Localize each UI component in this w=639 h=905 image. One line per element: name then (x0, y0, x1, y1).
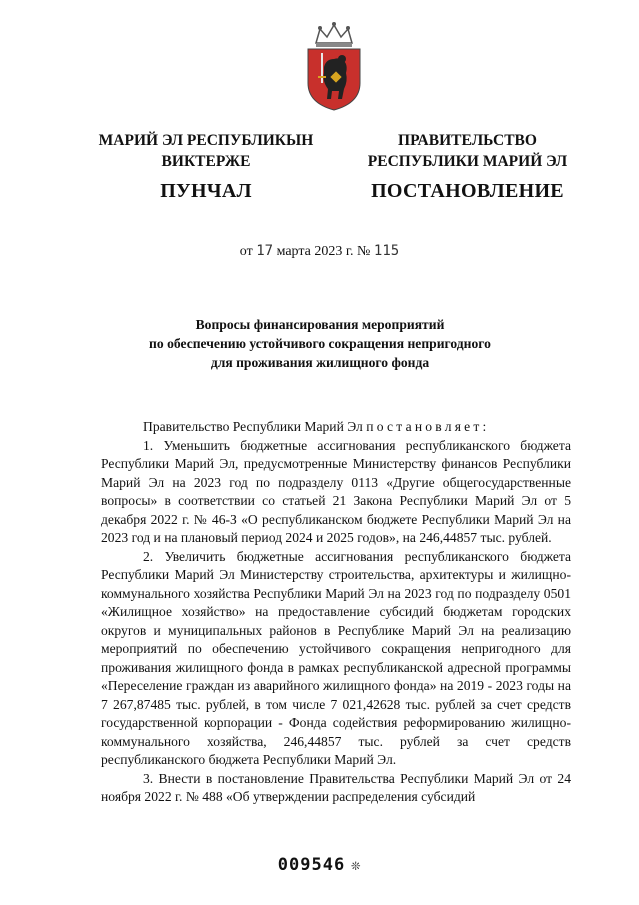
header-left-line2: ВИКТЕРЖЕ (161, 153, 251, 170)
title-line2: по обеспечению устойчивого сокращения непригодного (149, 336, 491, 351)
header-mari-title (86, 130, 326, 204)
serial-mark-icon: ❊ (351, 856, 362, 874)
date-month-year: марта 2023 г. № (276, 244, 371, 259)
paragraph-3: 3. Внести в постановление Правительства Республики Марий Эл от 24 ноября 2022 г. № 488 «Об утверждении распределения субсидий (101, 770, 571, 804)
header-right-line1: ПРАВИТЕЛЬСТВО (398, 132, 537, 149)
title-line1: Вопросы финансирования мероприятий (195, 317, 445, 332)
date-day: 17 (256, 243, 274, 259)
header-right-line2: РЕСПУБЛИКИ МАРИЙ ЭЛ (367, 153, 568, 170)
paragraph-2: 2. Увеличить бюджетные ассигнования республиканского бюджета Республики Марий Эл Министерству строительства, архитектуры и жилищно-коммунального хозяйства Республики Марий Эл на 2023 год по подразделу 0501 «Жилищное хозяйство» на предоставление субсидий бюджетам городских округов и муниципальных районов в Республике Марий Эл на реализацию мероприятий по обеспечению устойчивого сокращения непригодного для проживания жилищного фонда в рамках республиканской адресной программы «Переселение граждан из аварийного жилищного фонда» на 2019 - 2023 годы на 7 267,87485 тыс. рублей, в том числе 7 021,42628 тыс. рублей за счет средств государственной корпорации - Фонда содействия реформированию жилищно-коммунального хозяйства, 246,44857 тыс. рублей за счет средств республиканского бюджета Республики Марий Эл. (101, 548, 571, 767)
document-number: 115 (373, 243, 400, 259)
serial-number (0, 855, 639, 875)
header-left-line1: МАРИЙ ЭЛ РЕСПУБЛИКЫН (98, 132, 314, 149)
header-left-doctype: ПУНЧАЛ (160, 180, 252, 202)
document-body (101, 418, 571, 807)
intro-colon: : (482, 419, 487, 434)
document-dateline (0, 243, 639, 260)
header-right-doctype: ПОСТАНОВЛЕНИЕ (371, 180, 564, 202)
paragraph-1: 1. Уменьшить бюджетные ассигнования республиканского бюджета Республики Марий Эл, предусмотренные Министерству финансов Республики Марий Эл на 2023 год по подразделу 0113 «Другие общегосударственные вопросы» в соответствии со статьей 21 Закона Республики Марий Эл от 5 декабря 2022 г. № 46-З «О республиканском бюджете Республики Марий Эл на 2023 год и на плановый период 2024 и 2025 годов», на 246,44857 тыс. рублей. (101, 437, 571, 545)
header-russian-title (355, 130, 580, 204)
serial-number-value: 009546 (277, 855, 346, 875)
coat-of-arms-emblem (302, 21, 366, 112)
date-prefix: от (239, 244, 253, 259)
intro-text: Правительство Республики Марий Эл (143, 419, 367, 434)
intro-verb: постановляет (366, 419, 483, 434)
title-line3: для проживания жилищного фонда (210, 355, 430, 370)
intro-paragraph (101, 418, 571, 437)
document-title (100, 315, 540, 372)
